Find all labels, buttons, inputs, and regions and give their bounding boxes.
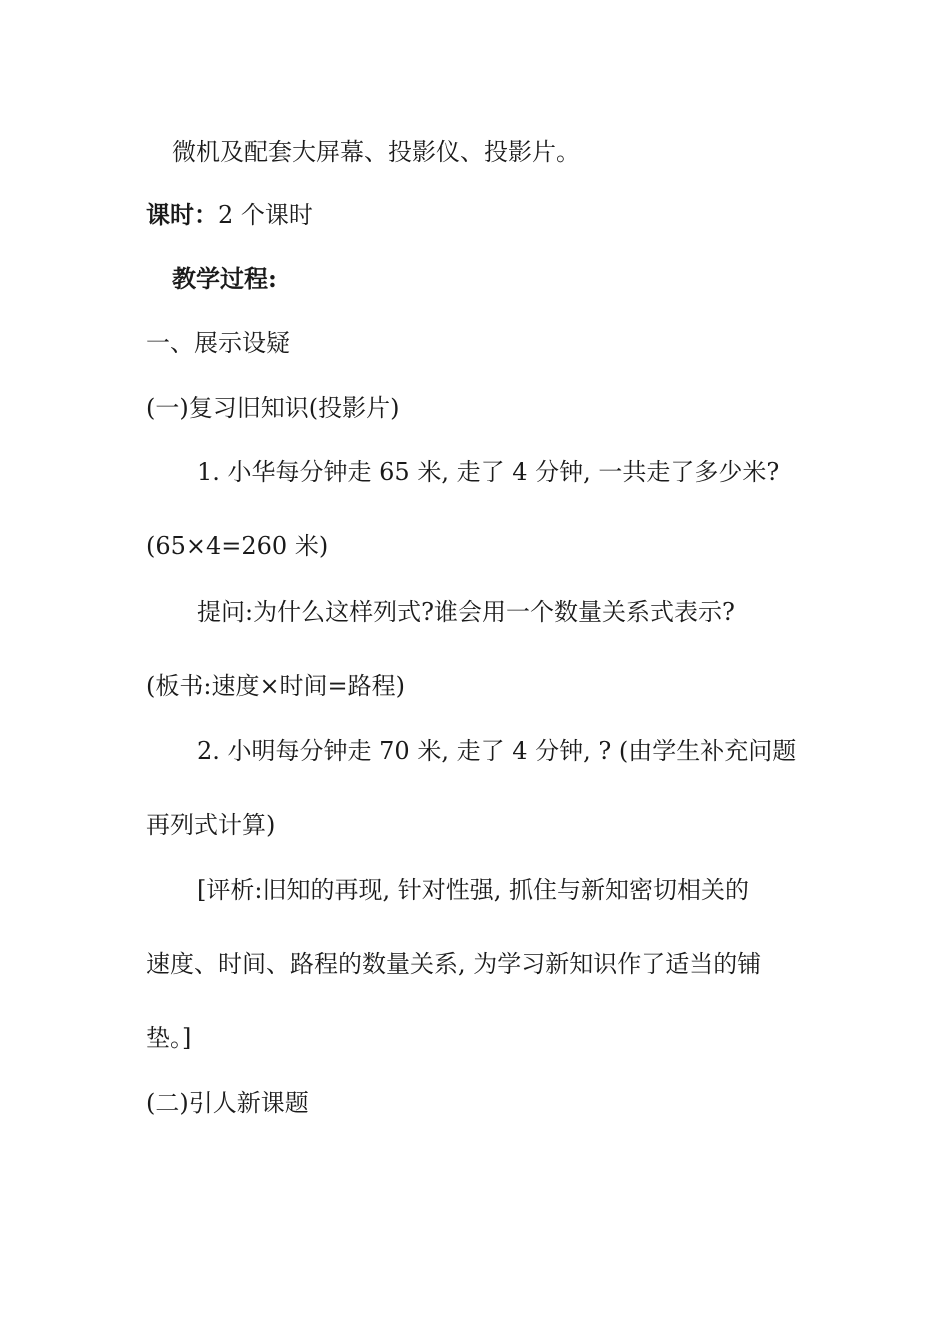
- subsection-title: (一)复习旧知识(投影片): [146, 394, 400, 422]
- class-hours-value: 2 个课时: [218, 201, 313, 229]
- class-hours-label: 课时：: [146, 200, 218, 229]
- analysis-line-2: 速度、时间、路程的数量关系, 为学习新知识作了适当的铺: [146, 950, 762, 978]
- item-1-answer: (65×4=260 米): [146, 532, 329, 560]
- section-title: 一、展示设疑: [146, 329, 290, 357]
- item-2-line-2: 再列式计算): [146, 811, 276, 839]
- equipment-line: 微机及配套大屏幕、投影仪、投影片。: [172, 138, 580, 166]
- analysis-line-1: [评析:旧知的再现, 针对性强, 抓住与新知密切相关的: [197, 876, 749, 904]
- subsection-2-title: (二)引人新课题: [146, 1089, 309, 1117]
- class-hours-line: [146, 199, 313, 231]
- process-heading: 教学过程:: [172, 264, 277, 293]
- item-2-line-1: 2. 小明每分钟走 70 米, 走了 4 分钟, ? (由学生补充问题: [197, 737, 797, 765]
- analysis-line-3: 垫。]: [146, 1024, 192, 1052]
- item-1-question: 1. 小华每分钟走 65 米, 走了 4 分钟, 一共走了多少米?: [197, 458, 780, 486]
- question-prompt: 提问:为什么这样列式?谁会用一个数量关系式表示?: [197, 598, 735, 626]
- board-note: (板书:速度×时间=路程): [146, 672, 406, 700]
